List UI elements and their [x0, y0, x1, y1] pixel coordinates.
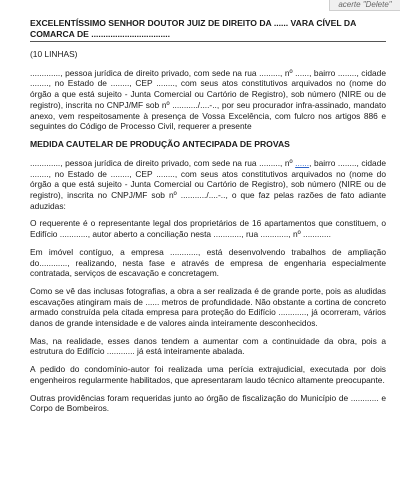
- intro-paragraph: ............., pessoa jurídica de direito privado, com sede na rua ........., nº ......, bairro ........, cidade ........, no Estado de ........, CEP ........, com seus atos constitutivos arquivados no (nome do órgão a que está sujeito - Junta Comercial ou Cartório de Registro), sob número (NIRE ou de registro), inscrita no CNPJ/MF sob nº .........../....-.., por seu procurador infra-assinado, mandato anexo, vem respeitosamente à presença de Vossa Excelência, com fulcro nos artigos 886 e seguintes do Código de Processo Civil, requerer a presente: [30, 67, 386, 132]
- facts-paragraph-2: Em imóvel contíguo, a empresa ............, está desenvolvendo trabalhos de ampliação do............, realizando, nesta fase e através de empresa de engenharia especialmente contratada, serviços de escavação e concretagem.: [30, 246, 386, 279]
- hint-tag: acerte "Delete": [329, 0, 400, 11]
- petition-document: [30, 18, 386, 421]
- facts-paragraph-1: O requerente é o representante legal dos proprietários de 16 apartamentos que constituem, o Edifício ............, autor aberto a conciliação nesta ............, rua ............, nº ............: [30, 218, 386, 240]
- facts-paragraph-6: Outras providências foram requeridas junto ao órgão de fiscalização do Município de ............ e Corpo de Bombeiros.: [30, 392, 386, 414]
- party-paragraph: [30, 158, 386, 212]
- facts-paragraph-3: Como se vê das inclusas fotografias, a obra a ser realizada é de grande porte, pois as aludidas escavações atingiram mais de ...... metros de profundidade. Não obstante a cortina de concreto armado construída pela citada empresa para proteção do Edifício ............, já ocorreram, vários danos de grande intensidade e de valores ainda inteiramente desconhecidos.: [30, 285, 386, 329]
- lines-note: (10 LINHAS): [30, 49, 78, 59]
- petition-heading: EXCELENTÍSSIMO SENHOR DOUTOR JUIZ DE DIREITO DA ...... VARA CÍVEL DA COMARCA DE .................................: [30, 18, 386, 42]
- facts-paragraph-5: A pedido do condomínio-autor foi realizada uma perícia extrajudicial, executada por dois engenheiros regularmente habilitados, que apresentaram laudo técnico altamente preocupante.: [30, 364, 386, 385]
- party-text-start: ............., pessoa jurídica de direito privado, com sede na rua ........., nº: [30, 157, 296, 168]
- measure-title: MEDIDA CAUTELAR DE PRODUÇÃO ANTECIPADA DE PROVAS: [30, 138, 290, 149]
- party-text-end: , bairro ........, cidade ........, no Estado de ........, CEP ........, com seus atos constitutivos arquivados no (nome do órgão a que está sujeito - Junta Comercial ou Cartório de Registro), sob número (NIRE ou de registro), inscrita no CNPJ/MF sob nº .........../....-.., o que faz pelas razões de fato adiante aduzidas:: [30, 157, 387, 211]
- number-blank-link[interactable]: ......: [295, 157, 310, 168]
- facts-paragraph-4: Mas, na realidade, esses danos tendem a aumentar com a continuidade da obra, pois a estrutura do Edifício ............ já está inteiramente abalada.: [30, 335, 386, 357]
